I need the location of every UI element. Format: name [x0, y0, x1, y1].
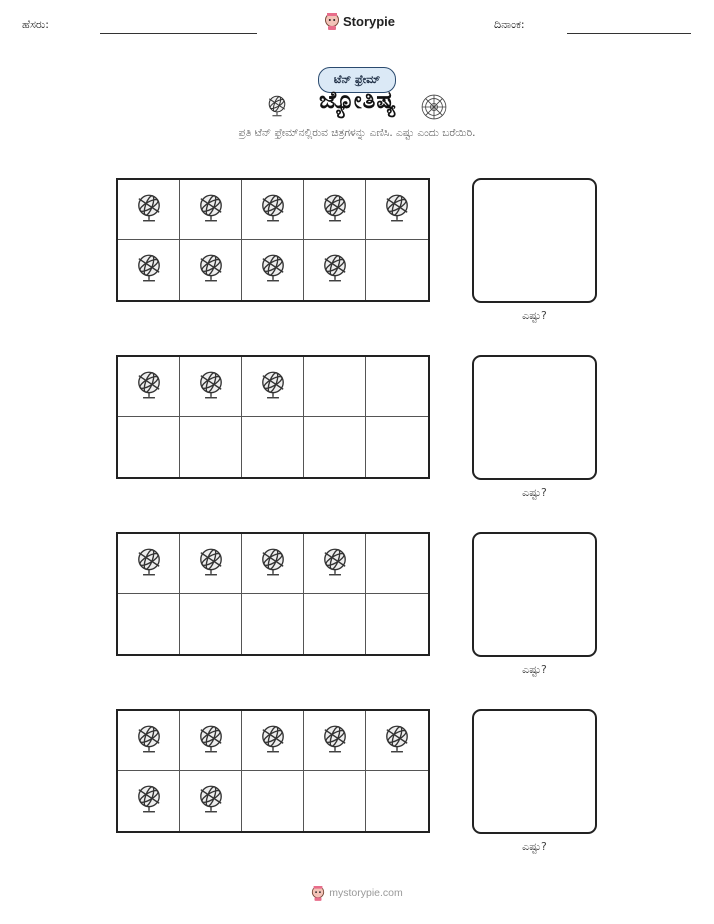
frame-cell — [366, 771, 428, 831]
frame-cell — [242, 417, 304, 477]
footer — [0, 885, 714, 901]
answer-box-4[interactable] — [472, 709, 597, 834]
frame-cell — [366, 534, 428, 594]
armillary-globe-icon — [318, 191, 352, 229]
frame-cell — [242, 771, 304, 831]
instructions-text: ಪ್ರತಿ ಟೆನ್ ಫ್ರೇಮ್‌ನಲ್ಲಿರುವ ಚಿತ್ರಗಳನ್ನು ಎಣಿಸಿ. ಎಷ್ಟು ಎಂದು ಬರೆಯಿರಿ. — [238, 127, 476, 139]
frame-cell — [180, 240, 242, 300]
frame-cell — [366, 180, 428, 240]
armillary-globe-icon — [318, 722, 352, 760]
frame-cell — [118, 771, 180, 831]
armillary-globe-icon — [256, 722, 290, 760]
zodiac-wheel-icon — [420, 93, 448, 121]
armillary-globe-icon — [380, 722, 414, 760]
armillary-globe-icon — [194, 251, 228, 289]
frame-cell — [118, 180, 180, 240]
answer-box-2[interactable] — [472, 355, 597, 480]
frame-cell — [118, 357, 180, 417]
armillary-globe-icon — [256, 251, 290, 289]
answer-box-3[interactable] — [472, 532, 597, 657]
ten-frame-4 — [116, 709, 430, 833]
date-line[interactable] — [567, 33, 691, 34]
frame-cell — [180, 357, 242, 417]
brand-name: Storypie — [343, 13, 396, 29]
armillary-globe-icon — [194, 545, 228, 583]
frame-cell — [366, 711, 428, 771]
frame-cell — [180, 417, 242, 477]
frame-cell — [304, 711, 366, 771]
armillary-globe-icon — [256, 368, 290, 406]
worksheet-title: ಜ್ಯೋತಿಷ್ಯ — [319, 86, 397, 114]
frame-cell — [304, 417, 366, 477]
armillary-globe-icon — [194, 782, 228, 820]
armillary-globe-icon — [132, 722, 166, 760]
frame-cell — [366, 240, 428, 300]
frame-cell — [180, 594, 242, 654]
storypie-logo — [324, 12, 395, 30]
frame-cell — [304, 357, 366, 417]
frame-cell — [366, 357, 428, 417]
storypie-mascot-icon — [324, 12, 340, 30]
frame-cell — [304, 240, 366, 300]
storypie-mascot-icon — [311, 885, 325, 901]
frame-cell — [180, 534, 242, 594]
frame-cell — [242, 711, 304, 771]
frame-cell — [118, 594, 180, 654]
frame-cell — [366, 594, 428, 654]
ten-frame-3 — [116, 532, 430, 656]
answer-prompt-4: ಎಷ್ಟು? — [522, 840, 547, 853]
frame-cell — [242, 240, 304, 300]
frame-cell — [118, 534, 180, 594]
frame-cell — [118, 240, 180, 300]
armillary-globe-icon — [132, 368, 166, 406]
frame-cell — [242, 180, 304, 240]
armillary-globe-icon — [132, 251, 166, 289]
frame-cell — [304, 180, 366, 240]
name-line[interactable] — [100, 33, 257, 34]
armillary-globe-icon — [132, 545, 166, 583]
answer-prompt-3: ಎಷ್ಟು? — [522, 663, 547, 676]
frame-cell — [242, 357, 304, 417]
armillary-globe-icon — [256, 545, 290, 583]
worksheet-type-badge: ಟೆನ್ ಫ್ರೇಮ್ — [318, 67, 396, 93]
ten-frame-2 — [116, 355, 430, 479]
armillary-globe-icon — [256, 191, 290, 229]
frame-cell — [118, 417, 180, 477]
armillary-globe-icon — [194, 722, 228, 760]
answer-prompt-1: ಎಷ್ಟು? — [522, 309, 547, 322]
frame-cell — [304, 771, 366, 831]
armillary-globe-icon — [318, 545, 352, 583]
answer-prompt-2: ಎಷ್ಟು? — [522, 486, 547, 499]
armillary-globe-icon — [380, 191, 414, 229]
frame-cell — [366, 417, 428, 477]
frame-cell — [304, 534, 366, 594]
frame-cell — [242, 594, 304, 654]
frame-cell — [180, 771, 242, 831]
frame-cell — [242, 534, 304, 594]
footer-url[interactable]: mystorypie.com — [329, 887, 403, 899]
armillary-globe-icon — [132, 191, 166, 229]
frame-cell — [180, 711, 242, 771]
armillary-globe-icon — [264, 93, 290, 119]
name-label: ಹೆಸರು: — [22, 18, 49, 31]
date-label: ದಿನಾಂಕ: — [494, 18, 525, 31]
armillary-globe-icon — [318, 251, 352, 289]
frame-cell — [180, 180, 242, 240]
ten-frame-1 — [116, 178, 430, 302]
armillary-globe-icon — [132, 782, 166, 820]
armillary-globe-icon — [194, 368, 228, 406]
frame-cell — [118, 711, 180, 771]
frame-cell — [304, 594, 366, 654]
answer-box-1[interactable] — [472, 178, 597, 303]
armillary-globe-icon — [194, 191, 228, 229]
